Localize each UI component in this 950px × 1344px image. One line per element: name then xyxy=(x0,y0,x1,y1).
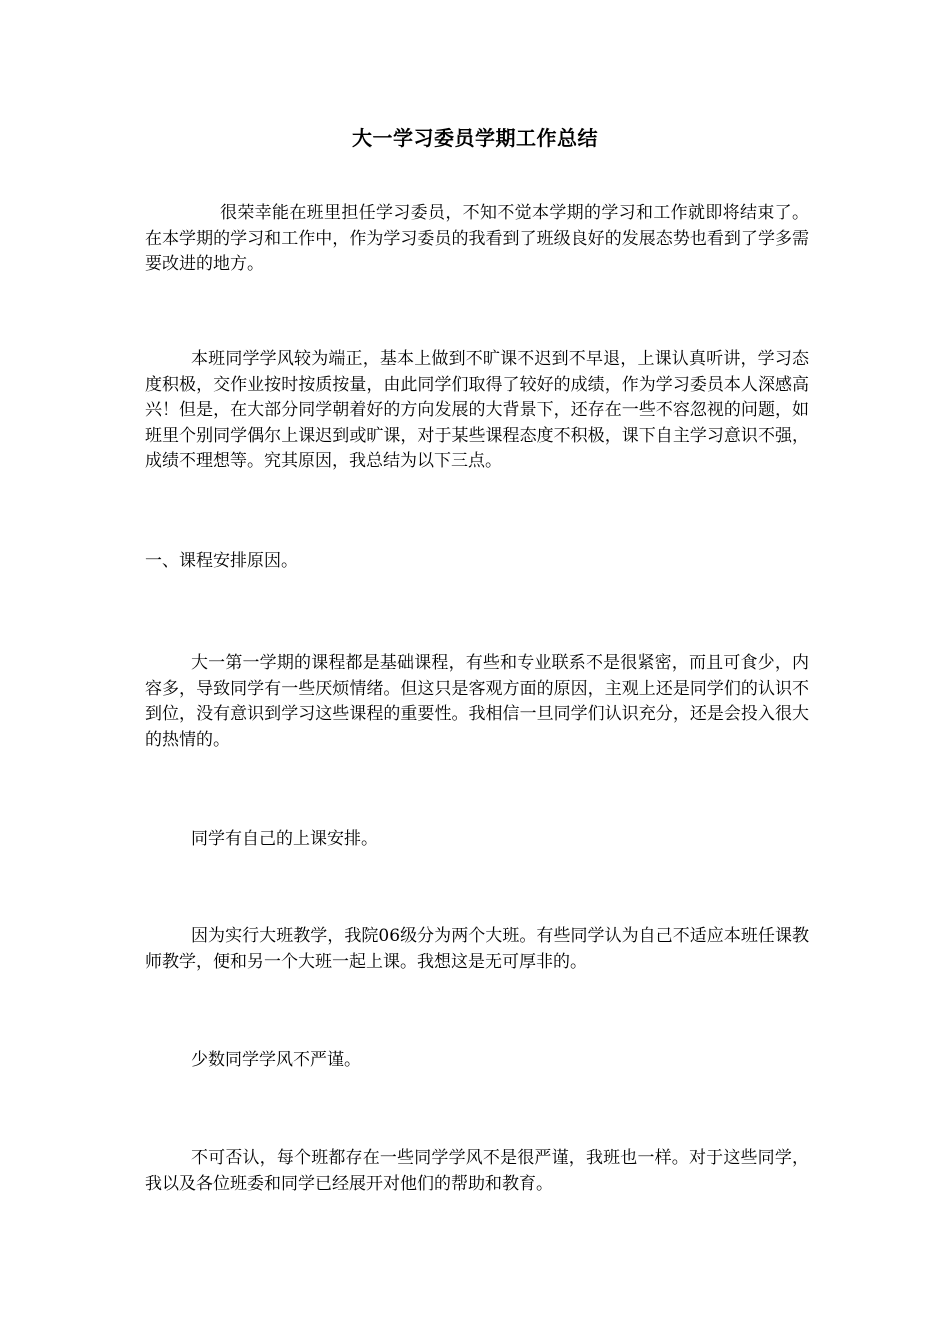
section-heading-course-arrangement: 一、课程安排原因。 xyxy=(145,551,298,571)
paragraph-intro: 很荣幸能在班里担任学习委员，不知不觉本学期的学习和工作就即将结束了。在本学期的学习和工作中，作为学习委员的我看到了班级良好的发展态势也看到了学多需要改进的地方。 xyxy=(145,203,809,274)
paragraph-study-attitude: 不可否认，每个班都存在一些同学学风不是很严谨，我班也一样。对于这些同学，我以及各位班委和同学已经展开对他们的帮助和教育。 xyxy=(145,1148,809,1194)
paragraph-course-arrangement: 大一第一学期的课程都是基础课程，有些和专业联系不是很紧密，而且可食少，内容多，导致同学有一些厌烦情绪。但这只是客观方面的原因，主观上还是同学们的认识不到位，没有意识到学习这些课程的重要性。我相信一旦同学们认识充分，还是会投入很大的热情的。 xyxy=(145,653,809,750)
section-heading-study-attitude: 少数同学学风不严谨。 xyxy=(191,1050,361,1070)
paragraph-own-schedule: 因为实行大班教学，我院06级分为两个大班。有些同学认为自己不适应本班任课教师教学，便和另一个大班一起上课。我想这是无可厚非的。 xyxy=(145,926,809,972)
section-heading-own-schedule: 同学有自己的上课安排。 xyxy=(191,829,378,849)
paragraph-class-overview: 本班同学学风较为端正，基本上做到不旷课不迟到不早退，上课认真听讲，学习态度积极，交作业按时按质按量，由此同学们取得了较好的成绩，作为学习委员本人深感高兴！但是，在大部分同学朝着好的方向发展的大背景下，还存在一些不容忽视的问题，如班里个别同学偶尔上课迟到或旷课，对于某些课程态度不积极，课下自主学习意识不强，成绩不理想等。究其原因，我总结为以下三点。 xyxy=(145,349,809,471)
document-title: 大一学习委员学期工作总结 xyxy=(352,126,598,150)
